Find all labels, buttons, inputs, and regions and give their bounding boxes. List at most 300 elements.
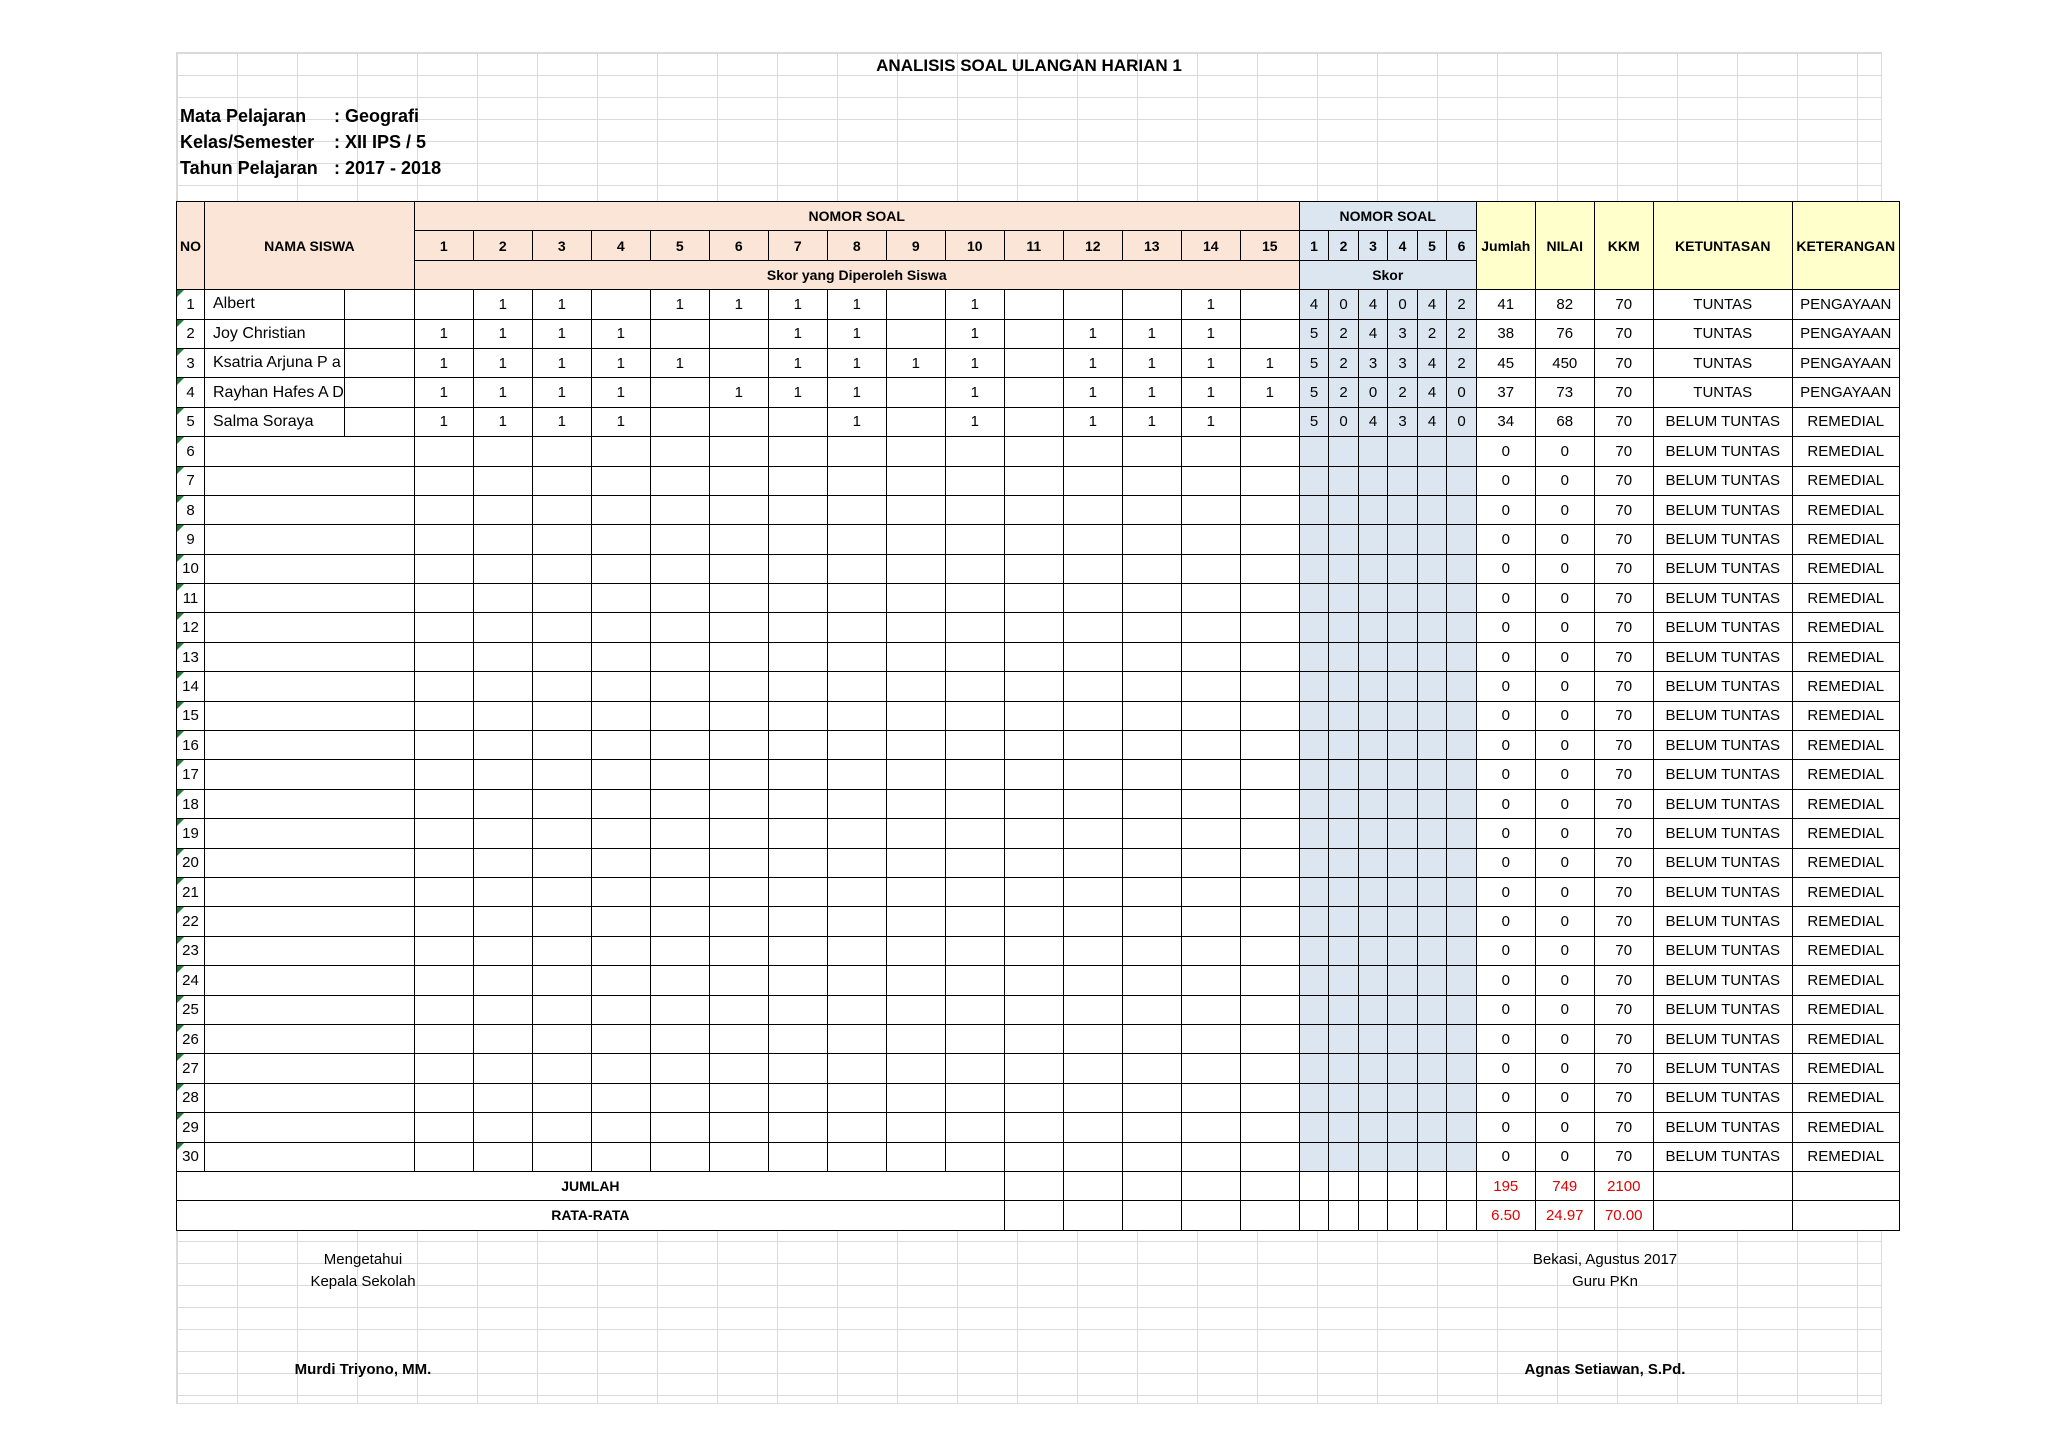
mc-score-cell: [650, 554, 709, 583]
jumlah-cell: 0: [1476, 1054, 1535, 1083]
mc-score-cell: [650, 1054, 709, 1083]
jumlah-cell: 0: [1476, 495, 1535, 524]
table-cell: [1122, 1171, 1181, 1200]
student-name: Joy Christian: [205, 319, 345, 348]
jumlah-cell: 0: [1476, 789, 1535, 818]
header-mc-number: 5: [650, 231, 709, 260]
mc-score-cell: [1004, 1083, 1063, 1112]
totals-rata-row: [177, 1201, 1900, 1230]
essay-score-cell: [1329, 466, 1359, 495]
jumlah-cell: 0: [1476, 437, 1535, 466]
jumlah-cell: 38: [1476, 319, 1535, 348]
essay-score-cell: [1358, 584, 1388, 613]
mc-score-cell: 1: [1122, 319, 1181, 348]
mc-score-cell: [827, 1024, 886, 1053]
mc-score-cell: [591, 789, 650, 818]
essay-score-cell: [1447, 437, 1477, 466]
mc-score-cell: [650, 495, 709, 524]
totals-label: JUMLAH: [177, 1171, 1005, 1200]
keterangan-cell: PENGAYAAN: [1792, 319, 1899, 348]
essay-score-cell: 0: [1388, 290, 1418, 319]
student-name: Ksatria Arjuna P a: [205, 348, 345, 377]
table-cell: [1388, 1201, 1418, 1230]
mc-score-cell: [886, 378, 945, 407]
mc-score-cell: [1240, 554, 1299, 583]
student-name: [205, 525, 415, 554]
mc-score-cell: [1063, 525, 1122, 554]
row-number: 25: [177, 995, 205, 1024]
nilai-cell: 0: [1535, 819, 1594, 848]
mc-score-cell: [945, 495, 1004, 524]
mc-score-cell: [827, 936, 886, 965]
essay-score-cell: [1388, 525, 1418, 554]
mc-score-cell: 1: [1063, 378, 1122, 407]
mc-score-cell: [1063, 554, 1122, 583]
mc-score-cell: 1: [414, 378, 473, 407]
row-number: 28: [177, 1083, 205, 1112]
table-cell: [344, 319, 414, 348]
mc-score-cell: [1004, 495, 1063, 524]
essay-score-cell: [1447, 1083, 1477, 1112]
table-row: [177, 642, 1900, 671]
essay-score-cell: [1388, 466, 1418, 495]
mc-score-cell: [1122, 466, 1181, 495]
row-number: 22: [177, 907, 205, 936]
nilai-cell: 0: [1535, 584, 1594, 613]
mc-score-cell: [591, 525, 650, 554]
mc-score-cell: 1: [1181, 407, 1240, 436]
mc-score-cell: [532, 1024, 591, 1053]
kkm-cell: 70: [1594, 525, 1653, 554]
row-number: 27: [177, 1054, 205, 1083]
essay-score-cell: [1299, 1024, 1329, 1053]
ketuntasan-cell: BELUM TUNTAS: [1653, 437, 1792, 466]
table-row: [177, 877, 1900, 906]
keterangan-cell: REMEDIAL: [1792, 1142, 1899, 1171]
mc-score-cell: [473, 437, 532, 466]
table-row: [177, 789, 1900, 818]
mc-score-cell: [1240, 819, 1299, 848]
mc-score-cell: 1: [532, 290, 591, 319]
mc-score-cell: 1: [1181, 348, 1240, 377]
kkm-cell: 70: [1594, 819, 1653, 848]
essay-score-cell: [1447, 907, 1477, 936]
mc-score-cell: [650, 1113, 709, 1142]
essay-score-cell: 4: [1417, 378, 1447, 407]
mc-score-cell: [709, 437, 768, 466]
mc-score-cell: [768, 584, 827, 613]
essay-score-cell: 2: [1447, 319, 1477, 348]
mc-score-cell: [591, 466, 650, 495]
kkm-cell: 70: [1594, 1142, 1653, 1171]
mc-score-cell: [1240, 613, 1299, 642]
table-cell: [1329, 1201, 1359, 1230]
mc-score-cell: [1063, 701, 1122, 730]
mc-score-cell: [945, 1024, 1004, 1053]
essay-score-cell: [1329, 584, 1359, 613]
keterangan-cell: REMEDIAL: [1792, 907, 1899, 936]
mc-score-cell: [1004, 378, 1063, 407]
mc-score-cell: 1: [1181, 378, 1240, 407]
essay-score-cell: [1299, 466, 1329, 495]
mc-score-cell: [945, 613, 1004, 642]
mc-score-cell: [1240, 495, 1299, 524]
mc-score-cell: [768, 407, 827, 436]
header-mc-number: 9: [886, 231, 945, 260]
kkm-cell: 70: [1594, 877, 1653, 906]
mc-score-cell: [1004, 789, 1063, 818]
essay-score-cell: [1417, 936, 1447, 965]
mc-score-cell: [886, 642, 945, 671]
essay-score-cell: [1329, 1113, 1359, 1142]
mc-score-cell: 1: [768, 378, 827, 407]
essay-score-cell: [1417, 466, 1447, 495]
essay-score-cell: [1299, 1113, 1329, 1142]
essay-score-cell: 2: [1329, 378, 1359, 407]
mc-score-cell: [532, 819, 591, 848]
essay-score-cell: [1329, 1054, 1359, 1083]
info-label: Kelas/Semester: [180, 132, 315, 152]
mc-score-cell: [650, 936, 709, 965]
essay-score-cell: 5: [1299, 407, 1329, 436]
mc-score-cell: [591, 584, 650, 613]
jumlah-cell: 0: [1476, 966, 1535, 995]
essay-score-cell: [1358, 701, 1388, 730]
kkm-cell: 70: [1594, 407, 1653, 436]
header-mc-number: 13: [1122, 231, 1181, 260]
ketuntasan-cell: TUNTAS: [1653, 378, 1792, 407]
mc-score-cell: [650, 378, 709, 407]
kkm-cell: 70: [1594, 348, 1653, 377]
student-name: [205, 819, 415, 848]
essay-score-cell: [1388, 554, 1418, 583]
header-name: NAMA SISWA: [205, 202, 415, 290]
table-cell: [1181, 1171, 1240, 1200]
jumlah-cell: 41: [1476, 290, 1535, 319]
nilai-cell: 76: [1535, 319, 1594, 348]
mc-score-cell: [473, 731, 532, 760]
mc-score-cell: [827, 995, 886, 1024]
kkm-cell: 70: [1594, 1113, 1653, 1142]
mc-score-cell: [650, 877, 709, 906]
table-cell: [344, 378, 414, 407]
essay-score-cell: [1358, 1054, 1388, 1083]
essay-score-cell: [1417, 613, 1447, 642]
table-cell: [1240, 1171, 1299, 1200]
mc-score-cell: [532, 936, 591, 965]
mc-score-cell: 1: [532, 378, 591, 407]
mc-score-cell: [532, 613, 591, 642]
table-row: [177, 819, 1900, 848]
row-number: 10: [177, 554, 205, 583]
mc-score-cell: 1: [473, 290, 532, 319]
row-number: 17: [177, 760, 205, 789]
essay-score-cell: 3: [1388, 319, 1418, 348]
mc-score-cell: [886, 848, 945, 877]
mc-score-cell: [1181, 819, 1240, 848]
student-name: Albert: [205, 290, 345, 319]
mc-score-cell: [532, 995, 591, 1024]
nilai-cell: 0: [1535, 1113, 1594, 1142]
mc-score-cell: [827, 584, 886, 613]
mc-score-cell: [1181, 1024, 1240, 1053]
keterangan-cell: REMEDIAL: [1792, 966, 1899, 995]
student-name: [205, 554, 415, 583]
mc-score-cell: [1122, 525, 1181, 554]
essay-score-cell: [1447, 466, 1477, 495]
mc-score-cell: 1: [532, 407, 591, 436]
mc-score-cell: [709, 789, 768, 818]
mc-score-cell: [709, 1054, 768, 1083]
nilai-cell: 0: [1535, 1142, 1594, 1171]
mc-score-cell: [827, 1113, 886, 1142]
essay-score-cell: [1299, 789, 1329, 818]
mc-score-cell: [827, 966, 886, 995]
student-name: Rayhan Hafes A D: [205, 378, 345, 407]
essay-score-cell: [1417, 1083, 1447, 1112]
mc-score-cell: [709, 1024, 768, 1053]
mc-score-cell: [1063, 613, 1122, 642]
mc-score-cell: [591, 877, 650, 906]
ketuntasan-cell: BELUM TUNTAS: [1653, 642, 1792, 671]
mc-score-cell: [650, 995, 709, 1024]
student-name: [205, 789, 415, 818]
essay-score-cell: 2: [1417, 319, 1447, 348]
mc-score-cell: [414, 848, 473, 877]
student-name: [205, 1024, 415, 1053]
jumlah-cell: 0: [1476, 760, 1535, 789]
mc-score-cell: [1004, 554, 1063, 583]
row-number: 29: [177, 1113, 205, 1142]
header-mc-number: 3: [532, 231, 591, 260]
table-row: [177, 907, 1900, 936]
mc-score-cell: [945, 642, 1004, 671]
mc-score-cell: [1063, 466, 1122, 495]
mc-score-cell: [1240, 760, 1299, 789]
keterangan-cell: REMEDIAL: [1792, 1054, 1899, 1083]
mc-score-cell: [1240, 966, 1299, 995]
mc-score-cell: [1122, 848, 1181, 877]
essay-score-cell: [1388, 936, 1418, 965]
ketuntasan-cell: BELUM TUNTAS: [1653, 760, 1792, 789]
mc-score-cell: [768, 819, 827, 848]
mc-score-cell: [1004, 348, 1063, 377]
mc-score-cell: [1181, 966, 1240, 995]
jumlah-cell: 0: [1476, 554, 1535, 583]
mc-score-cell: [532, 525, 591, 554]
mc-score-cell: [945, 995, 1004, 1024]
mc-score-cell: [1063, 495, 1122, 524]
footer-left-line1: Mengetahui: [323, 1251, 403, 1268]
kkm-cell: 70: [1594, 789, 1653, 818]
mc-score-cell: [1240, 319, 1299, 348]
essay-score-cell: [1358, 848, 1388, 877]
mc-score-cell: [709, 966, 768, 995]
mc-score-cell: [414, 642, 473, 671]
mc-score-cell: [886, 554, 945, 583]
ketuntasan-cell: BELUM TUNTAS: [1653, 789, 1792, 818]
mc-score-cell: [827, 819, 886, 848]
jumlah-cell: 0: [1476, 848, 1535, 877]
header-nilai: NILAI: [1535, 202, 1594, 290]
row-number: 15: [177, 701, 205, 730]
ketuntasan-cell: BELUM TUNTAS: [1653, 584, 1792, 613]
table-row: [177, 319, 1900, 348]
essay-score-cell: [1417, 848, 1447, 877]
essay-score-cell: 3: [1358, 348, 1388, 377]
keterangan-cell: REMEDIAL: [1792, 407, 1899, 436]
row-number: 18: [177, 789, 205, 818]
mc-score-cell: [1181, 584, 1240, 613]
mc-score-cell: [945, 936, 1004, 965]
mc-score-cell: [768, 966, 827, 995]
mc-score-cell: [1122, 731, 1181, 760]
nilai-cell: 0: [1535, 613, 1594, 642]
jumlah-cell: 0: [1476, 1083, 1535, 1112]
mc-score-cell: [1240, 642, 1299, 671]
mc-score-cell: [473, 789, 532, 818]
nilai-cell: 0: [1535, 1083, 1594, 1112]
mc-score-cell: [650, 407, 709, 436]
essay-score-cell: [1358, 466, 1388, 495]
keterangan-cell: REMEDIAL: [1792, 760, 1899, 789]
mc-score-cell: [1181, 525, 1240, 554]
mc-score-cell: [414, 731, 473, 760]
table-cell: [344, 348, 414, 377]
nilai-cell: 0: [1535, 701, 1594, 730]
mc-score-cell: [709, 407, 768, 436]
mc-score-cell: [414, 936, 473, 965]
mc-score-cell: [945, 731, 1004, 760]
kkm-cell: 70: [1594, 1024, 1653, 1053]
essay-score-cell: [1388, 819, 1418, 848]
header-kkm: KKM: [1594, 202, 1653, 290]
mc-score-cell: [532, 701, 591, 730]
essay-score-cell: [1388, 701, 1418, 730]
mc-score-cell: [1240, 525, 1299, 554]
essay-score-cell: [1358, 936, 1388, 965]
nilai-cell: 0: [1535, 731, 1594, 760]
essay-score-cell: 4: [1417, 407, 1447, 436]
essay-score-cell: [1358, 819, 1388, 848]
mc-score-cell: [1004, 907, 1063, 936]
mc-score-cell: [886, 437, 945, 466]
essay-score-cell: 5: [1299, 319, 1329, 348]
header-mc-number: 4: [591, 231, 650, 260]
header-ketuntasan: KETUNTASAN: [1653, 202, 1792, 290]
essay-score-cell: [1447, 554, 1477, 583]
mc-score-cell: [1122, 760, 1181, 789]
ketuntasan-cell: BELUM TUNTAS: [1653, 672, 1792, 701]
mc-score-cell: [709, 819, 768, 848]
essay-score-cell: [1417, 1054, 1447, 1083]
jumlah-cell: 0: [1476, 995, 1535, 1024]
mc-score-cell: [1063, 1024, 1122, 1053]
essay-score-cell: [1299, 613, 1329, 642]
mc-score-cell: [473, 936, 532, 965]
total-nilai: 24.97: [1535, 1201, 1594, 1230]
essay-score-cell: [1417, 701, 1447, 730]
mc-score-cell: [414, 437, 473, 466]
mc-score-cell: 1: [1063, 407, 1122, 436]
essay-score-cell: [1358, 995, 1388, 1024]
essay-score-cell: [1447, 731, 1477, 760]
mc-score-cell: [709, 495, 768, 524]
mc-score-cell: [1181, 731, 1240, 760]
kkm-cell: 70: [1594, 290, 1653, 319]
mc-score-cell: [473, 1024, 532, 1053]
mc-score-cell: [1240, 877, 1299, 906]
mc-score-cell: [827, 701, 886, 730]
keterangan-cell: REMEDIAL: [1792, 672, 1899, 701]
mc-score-cell: [1181, 760, 1240, 789]
mc-score-cell: [1181, 1083, 1240, 1112]
essay-score-cell: [1358, 495, 1388, 524]
mc-score-cell: [886, 731, 945, 760]
mc-score-cell: 1: [532, 319, 591, 348]
mc-score-cell: [886, 584, 945, 613]
row-number: 24: [177, 966, 205, 995]
mc-score-cell: [768, 1054, 827, 1083]
mc-score-cell: [591, 437, 650, 466]
table-cell: [1004, 1171, 1063, 1200]
table-row: [177, 966, 1900, 995]
mc-score-cell: 1: [1122, 348, 1181, 377]
essay-score-cell: [1447, 995, 1477, 1024]
mc-score-cell: [473, 995, 532, 1024]
mc-score-cell: [709, 907, 768, 936]
essay-score-cell: [1447, 672, 1477, 701]
mc-score-cell: [1063, 819, 1122, 848]
ketuntasan-cell: BELUM TUNTAS: [1653, 613, 1792, 642]
student-name: [205, 613, 415, 642]
essay-score-cell: [1329, 731, 1359, 760]
mc-score-cell: [827, 672, 886, 701]
nilai-cell: 0: [1535, 1024, 1594, 1053]
ketuntasan-cell: BELUM TUNTAS: [1653, 936, 1792, 965]
keterangan-cell: REMEDIAL: [1792, 731, 1899, 760]
essay-score-cell: [1329, 525, 1359, 554]
table-row: [177, 437, 1900, 466]
ketuntasan-cell: BELUM TUNTAS: [1653, 466, 1792, 495]
essay-score-cell: [1417, 877, 1447, 906]
mc-score-cell: [591, 731, 650, 760]
mc-score-cell: [1181, 1113, 1240, 1142]
mc-score-cell: [532, 642, 591, 671]
footer-left-line2: Kepala Sekolah: [310, 1273, 416, 1290]
essay-score-cell: [1358, 1083, 1388, 1112]
mc-score-cell: [886, 701, 945, 730]
mc-score-cell: [709, 877, 768, 906]
mc-score-cell: [1063, 1083, 1122, 1112]
mc-score-cell: 1: [1122, 378, 1181, 407]
mc-score-cell: [945, 1113, 1004, 1142]
essay-score-cell: [1358, 789, 1388, 818]
mc-score-cell: [1004, 819, 1063, 848]
mc-score-cell: [473, 877, 532, 906]
mc-score-cell: [768, 789, 827, 818]
essay-score-cell: [1417, 731, 1447, 760]
jumlah-cell: 45: [1476, 348, 1535, 377]
mc-score-cell: [827, 731, 886, 760]
mc-score-cell: [591, 1083, 650, 1112]
keterangan-cell: REMEDIAL: [1792, 877, 1899, 906]
kkm-cell: 70: [1594, 672, 1653, 701]
keterangan-cell: REMEDIAL: [1792, 1024, 1899, 1053]
mc-score-cell: [1122, 613, 1181, 642]
student-name: [205, 760, 415, 789]
mc-score-cell: [1122, 819, 1181, 848]
